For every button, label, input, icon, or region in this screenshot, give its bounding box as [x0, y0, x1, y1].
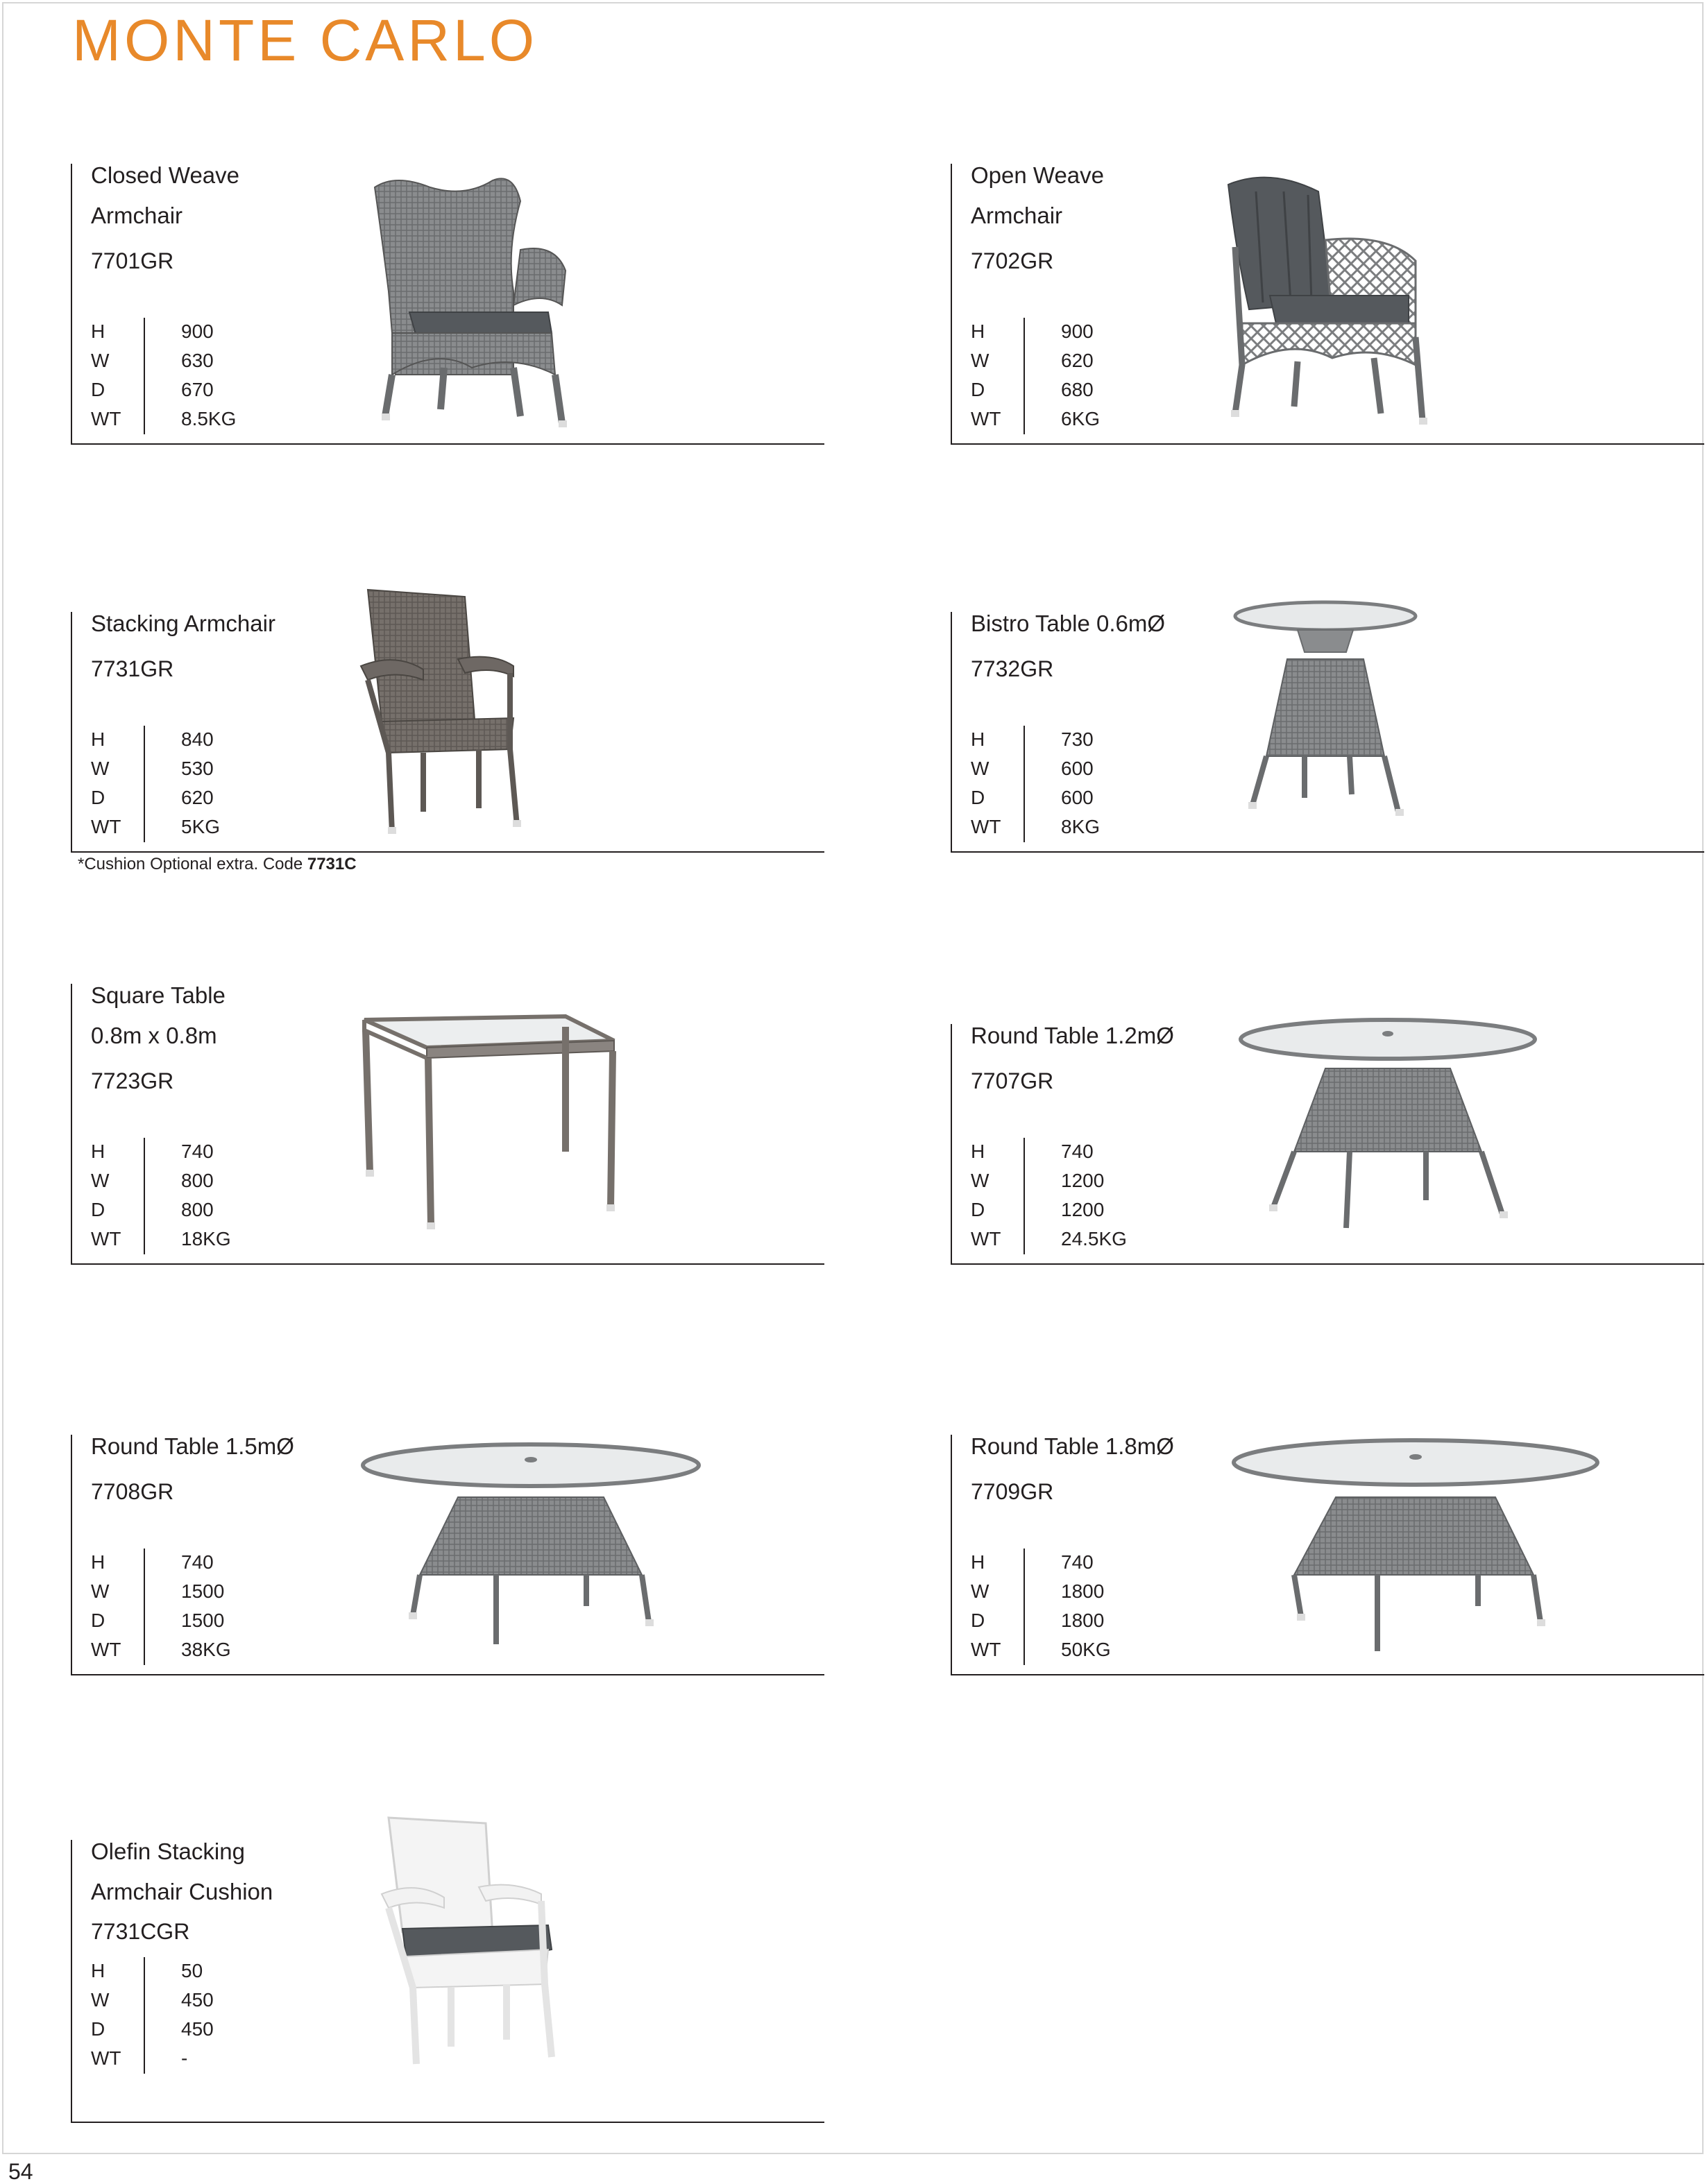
product-name: Open Weave — [971, 162, 1105, 188]
product-bottom-rule — [951, 1263, 1704, 1265]
spec-value: - — [181, 2047, 188, 2069]
product-vertical-rule — [71, 1840, 72, 2123]
spec-divider — [1024, 784, 1025, 813]
spec-divider — [144, 1636, 145, 1665]
spec-divider — [144, 784, 145, 813]
spec-label: WT — [971, 816, 1001, 837]
spec-value: 1200 — [1061, 1170, 1105, 1191]
spec-divider — [144, 405, 145, 434]
spec-label: H — [971, 321, 985, 342]
open-weave-armchair-image — [1207, 164, 1443, 434]
spec-divider — [144, 1196, 145, 1225]
spec-divider — [1024, 347, 1025, 376]
spec-divider — [1024, 1549, 1025, 1578]
product-vertical-rule — [71, 1435, 72, 1675]
spec-divider — [1024, 726, 1025, 755]
spec-value: 8KG — [1061, 816, 1101, 837]
spec-divider — [1024, 1607, 1025, 1636]
product-code: 7702GR — [971, 248, 1054, 273]
round-table-1-2m-image — [1232, 1013, 1544, 1242]
spec-divider — [144, 347, 145, 376]
product-code: 7709GR — [971, 1479, 1054, 1504]
cushion-note — [78, 856, 357, 873]
page-number: 54 — [8, 2159, 33, 2184]
spec-value: 620 — [1061, 350, 1094, 371]
spec-label: D — [91, 379, 105, 400]
olefin-cushion-chair-image — [375, 1811, 569, 2074]
spec-value: 630 — [181, 350, 214, 371]
cushion-note-text: *Cushion Optional extra. Code — [78, 855, 307, 873]
spec-label: H — [91, 1551, 105, 1573]
spec-divider — [1024, 376, 1025, 405]
product-name: Round Table 1.2mØ — [971, 1023, 1174, 1048]
spec-label: WT — [971, 408, 1001, 429]
spec-label: H — [91, 1141, 105, 1162]
spec-value: 450 — [181, 1989, 214, 2011]
spec-value: 800 — [181, 1170, 214, 1191]
spec-divider — [144, 1549, 145, 1578]
product-code: 7707GR — [971, 1068, 1054, 1093]
spec-value: 1200 — [1061, 1199, 1105, 1220]
spec-value: 8.5KG — [181, 408, 237, 429]
product-name-line2: Armchair — [91, 203, 183, 228]
product-name: Round Table 1.5mØ — [91, 1433, 294, 1459]
spec-value: 670 — [181, 379, 214, 400]
product-vertical-rule — [951, 612, 952, 853]
closed-weave-armchair-image — [354, 167, 576, 437]
spec-divider — [1024, 1225, 1025, 1254]
product-vertical-rule — [951, 1024, 952, 1265]
spec-label: D — [91, 787, 105, 808]
spec-label: H — [91, 321, 105, 342]
product-bottom-rule — [951, 1674, 1704, 1675]
product-name-line2: Armchair Cushion — [91, 1879, 273, 1904]
spec-value: 600 — [1061, 787, 1094, 808]
spec-label: WT — [971, 1228, 1001, 1249]
product-name: Stacking Armchair — [91, 611, 275, 636]
spec-label: W — [91, 758, 110, 779]
product-code: 7708GR — [91, 1479, 174, 1504]
spec-value: 800 — [181, 1199, 214, 1220]
spec-value: 620 — [181, 787, 214, 808]
stacking-armchair-image — [354, 583, 534, 839]
spec-label: D — [971, 1199, 985, 1220]
spec-divider — [144, 1607, 145, 1636]
cushion-note-code: 7731C — [307, 855, 357, 873]
product-name-line2: Armchair — [971, 203, 1063, 228]
spec-divider — [1024, 405, 1025, 434]
spec-label: W — [91, 1989, 110, 2011]
spec-value: 740 — [181, 1551, 214, 1573]
product-bottom-rule — [71, 851, 824, 853]
spec-divider — [144, 1986, 145, 2015]
product-vertical-rule — [71, 164, 72, 445]
spec-divider — [144, 726, 145, 755]
spec-label: W — [971, 1170, 990, 1191]
product-bottom-rule — [71, 2122, 824, 2123]
spec-value: 530 — [181, 758, 214, 779]
spec-label: H — [91, 1960, 105, 1981]
spec-label: D — [971, 787, 985, 808]
spec-label: W — [971, 758, 990, 779]
spec-label: WT — [91, 1228, 121, 1249]
product-name: Closed Weave — [91, 162, 240, 188]
spec-label: WT — [91, 816, 121, 837]
spec-label: H — [971, 1551, 985, 1573]
square-table-image — [357, 1013, 621, 1235]
spec-divider — [144, 755, 145, 784]
spec-divider — [144, 1225, 145, 1254]
spec-divider — [144, 1167, 145, 1196]
spec-divider — [1024, 1138, 1025, 1167]
product-code: 7701GR — [91, 248, 174, 273]
spec-divider — [1024, 1167, 1025, 1196]
spec-divider — [144, 318, 145, 347]
spec-value: 18KG — [181, 1228, 231, 1249]
product-name-line2: 0.8m x 0.8m — [91, 1023, 217, 1048]
spec-label: W — [971, 350, 990, 371]
spec-label: W — [91, 1580, 110, 1602]
spec-value: 680 — [1061, 379, 1094, 400]
spec-divider — [1024, 1636, 1025, 1665]
spec-label: H — [91, 728, 105, 750]
product-vertical-rule — [71, 984, 72, 1265]
spec-value: 6KG — [1061, 408, 1101, 429]
spec-divider — [144, 813, 145, 842]
spec-divider — [1024, 1578, 1025, 1607]
spec-value: 900 — [181, 321, 214, 342]
spec-divider — [1024, 755, 1025, 784]
spec-value: 730 — [1061, 728, 1094, 750]
spec-divider — [144, 1578, 145, 1607]
spec-divider — [144, 2045, 145, 2074]
spec-label: W — [91, 1170, 110, 1191]
product-bottom-rule — [71, 1674, 824, 1675]
product-vertical-rule — [951, 1435, 952, 1675]
spec-label: W — [91, 350, 110, 371]
round-table-1-5m-image — [357, 1436, 704, 1658]
spec-divider — [1024, 813, 1025, 842]
product-name: Olefin Stacking — [91, 1839, 245, 1864]
spec-value: 24.5KG — [1061, 1228, 1127, 1249]
product-vertical-rule — [71, 612, 72, 853]
spec-value: 1800 — [1061, 1610, 1105, 1631]
spec-value: 38KG — [181, 1639, 231, 1660]
spec-label: W — [971, 1580, 990, 1602]
spec-value: 740 — [1061, 1141, 1094, 1162]
spec-divider — [144, 376, 145, 405]
bistro-table-image — [1228, 597, 1422, 833]
spec-value: 1500 — [181, 1610, 225, 1631]
page-title: MONTE CARLO — [72, 8, 538, 73]
product-code: 7732GR — [971, 656, 1054, 681]
spec-value: 740 — [181, 1141, 214, 1162]
spec-value: 1500 — [181, 1580, 225, 1602]
round-table-1-8m-image — [1228, 1429, 1603, 1665]
spec-label: D — [971, 1610, 985, 1631]
spec-label: WT — [971, 1639, 1001, 1660]
product-name: Square Table — [91, 982, 226, 1008]
spec-value: 450 — [181, 2018, 214, 2040]
product-name: Round Table 1.8mØ — [971, 1433, 1174, 1459]
spec-value: 600 — [1061, 758, 1094, 779]
product-name: Bistro Table 0.6mØ — [971, 611, 1166, 636]
product-bottom-rule — [951, 851, 1704, 853]
spec-label: D — [91, 1199, 105, 1220]
product-bottom-rule — [71, 443, 824, 445]
product-bottom-rule — [951, 443, 1704, 445]
spec-label: WT — [91, 1639, 121, 1660]
product-bottom-rule — [71, 1263, 824, 1265]
spec-value: 50 — [181, 1960, 203, 1981]
spec-value: 1800 — [1061, 1580, 1105, 1602]
spec-value: 5KG — [181, 816, 221, 837]
spec-label: D — [91, 2018, 105, 2040]
spec-divider — [144, 1138, 145, 1167]
spec-label: D — [971, 379, 985, 400]
spec-label: H — [971, 728, 985, 750]
spec-divider — [1024, 318, 1025, 347]
spec-value: 50KG — [1061, 1639, 1111, 1660]
spec-divider — [144, 1957, 145, 1986]
spec-value: 840 — [181, 728, 214, 750]
product-code: 7731CGR — [91, 1919, 190, 1944]
spec-label: WT — [91, 2047, 121, 2069]
spec-value: 740 — [1061, 1551, 1094, 1573]
product-code: 7731GR — [91, 656, 174, 681]
spec-value: 900 — [1061, 321, 1094, 342]
product-code: 7723GR — [91, 1068, 174, 1093]
spec-label: D — [91, 1610, 105, 1631]
spec-divider — [144, 2015, 145, 2045]
product-vertical-rule — [951, 164, 952, 445]
spec-label: WT — [91, 408, 121, 429]
spec-divider — [1024, 1196, 1025, 1225]
spec-label: H — [971, 1141, 985, 1162]
